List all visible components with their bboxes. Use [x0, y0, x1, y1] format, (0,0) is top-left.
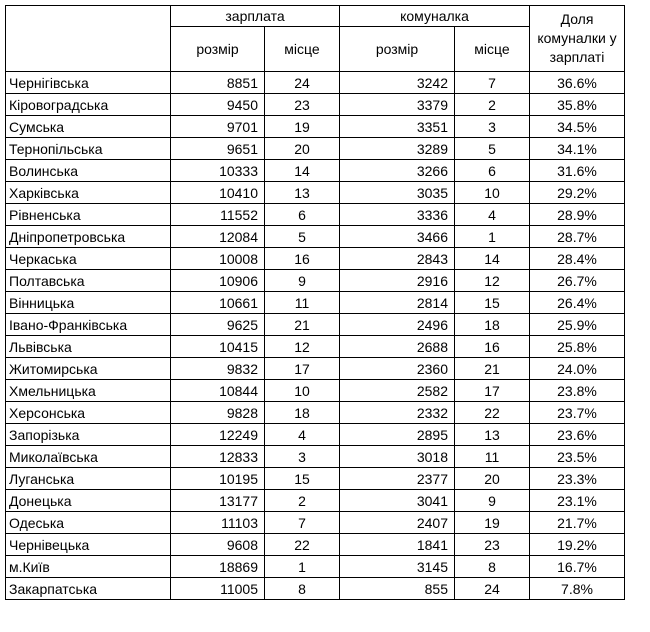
table-row [6, 512, 625, 534]
share-cell: 28.7% [530, 226, 625, 248]
share-cell: 25.9% [530, 314, 625, 336]
utilities-size-cell: 2582 [340, 380, 455, 402]
utilities-size-cell: 3289 [340, 138, 455, 160]
share-cell: 19.2% [530, 534, 625, 556]
share-cell: 36.6% [530, 72, 625, 94]
salary-place-cell: 22 [265, 534, 340, 556]
utilities-place-cell: 21 [455, 358, 530, 380]
salary-size-header: розмір [171, 27, 265, 72]
utilities-size-cell: 2377 [340, 468, 455, 490]
salary-place-cell: 20 [265, 138, 340, 160]
utilities-place-cell: 24 [455, 578, 530, 600]
table-row [6, 314, 625, 336]
utilities-place-cell: 17 [455, 380, 530, 402]
salary-place-cell: 15 [265, 468, 340, 490]
utilities-place-cell: 19 [455, 512, 530, 534]
utilities-size-cell: 3242 [340, 72, 455, 94]
region-header [6, 6, 171, 72]
utilities-place-cell: 3 [455, 116, 530, 138]
salary-size-cell: 9608 [171, 534, 265, 556]
utilities-size-cell: 2496 [340, 314, 455, 336]
table-row [6, 94, 625, 116]
region-cell: Харківська [6, 182, 171, 204]
utilities-place-cell: 4 [455, 204, 530, 226]
share-header: Доля комуналки у зарплаті [530, 6, 625, 72]
salary-size-cell: 9828 [171, 402, 265, 424]
table-row [6, 578, 625, 600]
table-row [6, 226, 625, 248]
share-cell: 29.2% [530, 182, 625, 204]
utilities-place-cell: 22 [455, 402, 530, 424]
utilities-place-cell: 23 [455, 534, 530, 556]
salary-place-cell: 10 [265, 380, 340, 402]
utilities-size-cell: 3266 [340, 160, 455, 182]
share-cell: 23.5% [530, 446, 625, 468]
salary-place-cell: 4 [265, 424, 340, 446]
table-row [6, 336, 625, 358]
share-cell: 7.8% [530, 578, 625, 600]
region-cell: Чернігівська [6, 72, 171, 94]
salary-place-cell: 12 [265, 336, 340, 358]
salary-size-cell: 11552 [171, 204, 265, 226]
salary-size-cell: 10195 [171, 468, 265, 490]
region-cell: Миколаївська [6, 446, 171, 468]
region-cell: Кіровоградська [6, 94, 171, 116]
utilities-place-cell: 16 [455, 336, 530, 358]
table-row [6, 182, 625, 204]
salary-place-cell: 16 [265, 248, 340, 270]
utilities-size-cell: 3336 [340, 204, 455, 226]
utilities-size-cell: 3466 [340, 226, 455, 248]
salary-size-cell: 10410 [171, 182, 265, 204]
salary-place-cell: 19 [265, 116, 340, 138]
share-cell: 25.8% [530, 336, 625, 358]
salary-place-cell: 2 [265, 490, 340, 512]
salary-size-cell: 8851 [171, 72, 265, 94]
share-cell: 21.7% [530, 512, 625, 534]
utilities-place-cell: 6 [455, 160, 530, 182]
share-cell: 23.1% [530, 490, 625, 512]
salary-place-cell: 18 [265, 402, 340, 424]
table-row [6, 446, 625, 468]
salary-place-cell: 1 [265, 556, 340, 578]
region-cell: Сумська [6, 116, 171, 138]
salary-size-cell: 9450 [171, 94, 265, 116]
salary-place-cell: 5 [265, 226, 340, 248]
salary-group-header: зарплата [171, 6, 340, 27]
region-cell: Херсонська [6, 402, 171, 424]
table-row [6, 556, 625, 578]
table-container [5, 5, 625, 600]
table-body [6, 72, 625, 600]
table-row [6, 72, 625, 94]
salary-size-cell: 13177 [171, 490, 265, 512]
utilities-size-cell: 1841 [340, 534, 455, 556]
utilities-place-cell: 10 [455, 182, 530, 204]
share-cell: 28.4% [530, 248, 625, 270]
utilities-size-header: розмір [340, 27, 455, 72]
region-cell: Тернопільська [6, 138, 171, 160]
utilities-size-cell: 2360 [340, 358, 455, 380]
utilities-place-cell: 20 [455, 468, 530, 490]
region-cell: Запорізька [6, 424, 171, 446]
salary-place-cell: 17 [265, 358, 340, 380]
utilities-size-cell: 3041 [340, 490, 455, 512]
share-cell: 34.1% [530, 138, 625, 160]
table-row [6, 380, 625, 402]
share-cell: 16.7% [530, 556, 625, 578]
table-row [6, 358, 625, 380]
share-cell: 31.6% [530, 160, 625, 182]
share-cell: 26.7% [530, 270, 625, 292]
utilities-place-cell: 13 [455, 424, 530, 446]
utilities-size-cell: 3379 [340, 94, 455, 116]
salary-size-cell: 10415 [171, 336, 265, 358]
share-cell: 26.4% [530, 292, 625, 314]
table-row [6, 270, 625, 292]
salary-size-cell: 11103 [171, 512, 265, 534]
region-cell: Рівненська [6, 204, 171, 226]
salary-size-cell: 10333 [171, 160, 265, 182]
utilities-size-cell: 3035 [340, 182, 455, 204]
utilities-place-cell: 1 [455, 226, 530, 248]
utilities-size-cell: 2332 [340, 402, 455, 424]
header-row-group [6, 6, 625, 27]
utilities-size-cell: 3351 [340, 116, 455, 138]
utilities-size-cell: 2688 [340, 336, 455, 358]
table-row [6, 116, 625, 138]
utilities-size-cell: 2814 [340, 292, 455, 314]
region-cell: Черкаська [6, 248, 171, 270]
utilities-size-cell: 3018 [340, 446, 455, 468]
salary-size-cell: 18869 [171, 556, 265, 578]
region-cell: Львівська [6, 336, 171, 358]
salary-place-cell: 14 [265, 160, 340, 182]
region-cell: м.Київ [6, 556, 171, 578]
salary-size-cell: 10008 [171, 248, 265, 270]
table-row [6, 534, 625, 556]
share-cell: 34.5% [530, 116, 625, 138]
salary-place-cell: 13 [265, 182, 340, 204]
utilities-place-cell: 9 [455, 490, 530, 512]
utilities-place-cell: 14 [455, 248, 530, 270]
salary-place-header: місце [265, 27, 340, 72]
region-cell: Луганська [6, 468, 171, 490]
salary-size-cell: 9832 [171, 358, 265, 380]
salary-place-cell: 24 [265, 72, 340, 94]
salary-size-cell: 11005 [171, 578, 265, 600]
region-cell: Донецька [6, 490, 171, 512]
share-cell: 23.6% [530, 424, 625, 446]
utilities-place-cell: 18 [455, 314, 530, 336]
salary-size-cell: 12249 [171, 424, 265, 446]
salary-place-cell: 6 [265, 204, 340, 226]
utilities-place-header: місце [455, 27, 530, 72]
salary-size-cell: 10661 [171, 292, 265, 314]
share-cell: 23.8% [530, 380, 625, 402]
utilities-place-cell: 7 [455, 72, 530, 94]
salary-place-cell: 3 [265, 446, 340, 468]
region-cell: Одеська [6, 512, 171, 534]
utilities-size-cell: 2916 [340, 270, 455, 292]
table-row [6, 292, 625, 314]
region-cell: Івано-Франківська [6, 314, 171, 336]
salary-place-cell: 9 [265, 270, 340, 292]
salary-size-cell: 12084 [171, 226, 265, 248]
table-row [6, 204, 625, 226]
salary-place-cell: 7 [265, 512, 340, 534]
region-cell: Волинська [6, 160, 171, 182]
utilities-size-cell: 2843 [340, 248, 455, 270]
salary-place-cell: 8 [265, 578, 340, 600]
salary-size-cell: 12833 [171, 446, 265, 468]
region-cell: Житомирська [6, 358, 171, 380]
salary-place-cell: 23 [265, 94, 340, 116]
region-cell: Чернівецька [6, 534, 171, 556]
share-cell: 23.7% [530, 402, 625, 424]
salary-size-cell: 10906 [171, 270, 265, 292]
utilities-size-cell: 3145 [340, 556, 455, 578]
table-row [6, 468, 625, 490]
table-row [6, 424, 625, 446]
table-row [6, 160, 625, 182]
utilities-place-cell: 2 [455, 94, 530, 116]
table-row [6, 248, 625, 270]
region-cell: Закарпатська [6, 578, 171, 600]
share-cell: 24.0% [530, 358, 625, 380]
region-cell: Дніпропетровська [6, 226, 171, 248]
region-cell: Хмельницька [6, 380, 171, 402]
region-cell: Полтавська [6, 270, 171, 292]
share-cell: 35.8% [530, 94, 625, 116]
salary-utilities-table [5, 5, 625, 600]
table-row [6, 490, 625, 512]
salary-place-cell: 21 [265, 314, 340, 336]
salary-size-cell: 9701 [171, 116, 265, 138]
utilities-size-cell: 2407 [340, 512, 455, 534]
salary-place-cell: 11 [265, 292, 340, 314]
utilities-place-cell: 15 [455, 292, 530, 314]
table-row [6, 402, 625, 424]
share-cell: 28.9% [530, 204, 625, 226]
utilities-place-cell: 12 [455, 270, 530, 292]
salary-size-cell: 9651 [171, 138, 265, 160]
utilities-place-cell: 11 [455, 446, 530, 468]
table-header [6, 6, 625, 72]
region-cell: Вінницька [6, 292, 171, 314]
utilities-place-cell: 5 [455, 138, 530, 160]
salary-size-cell: 9625 [171, 314, 265, 336]
salary-size-cell: 10844 [171, 380, 265, 402]
utilities-group-header: комуналка [340, 6, 530, 27]
utilities-place-cell: 8 [455, 556, 530, 578]
share-cell: 23.3% [530, 468, 625, 490]
utilities-size-cell: 2895 [340, 424, 455, 446]
table-row [6, 138, 625, 160]
utilities-size-cell: 855 [340, 578, 455, 600]
